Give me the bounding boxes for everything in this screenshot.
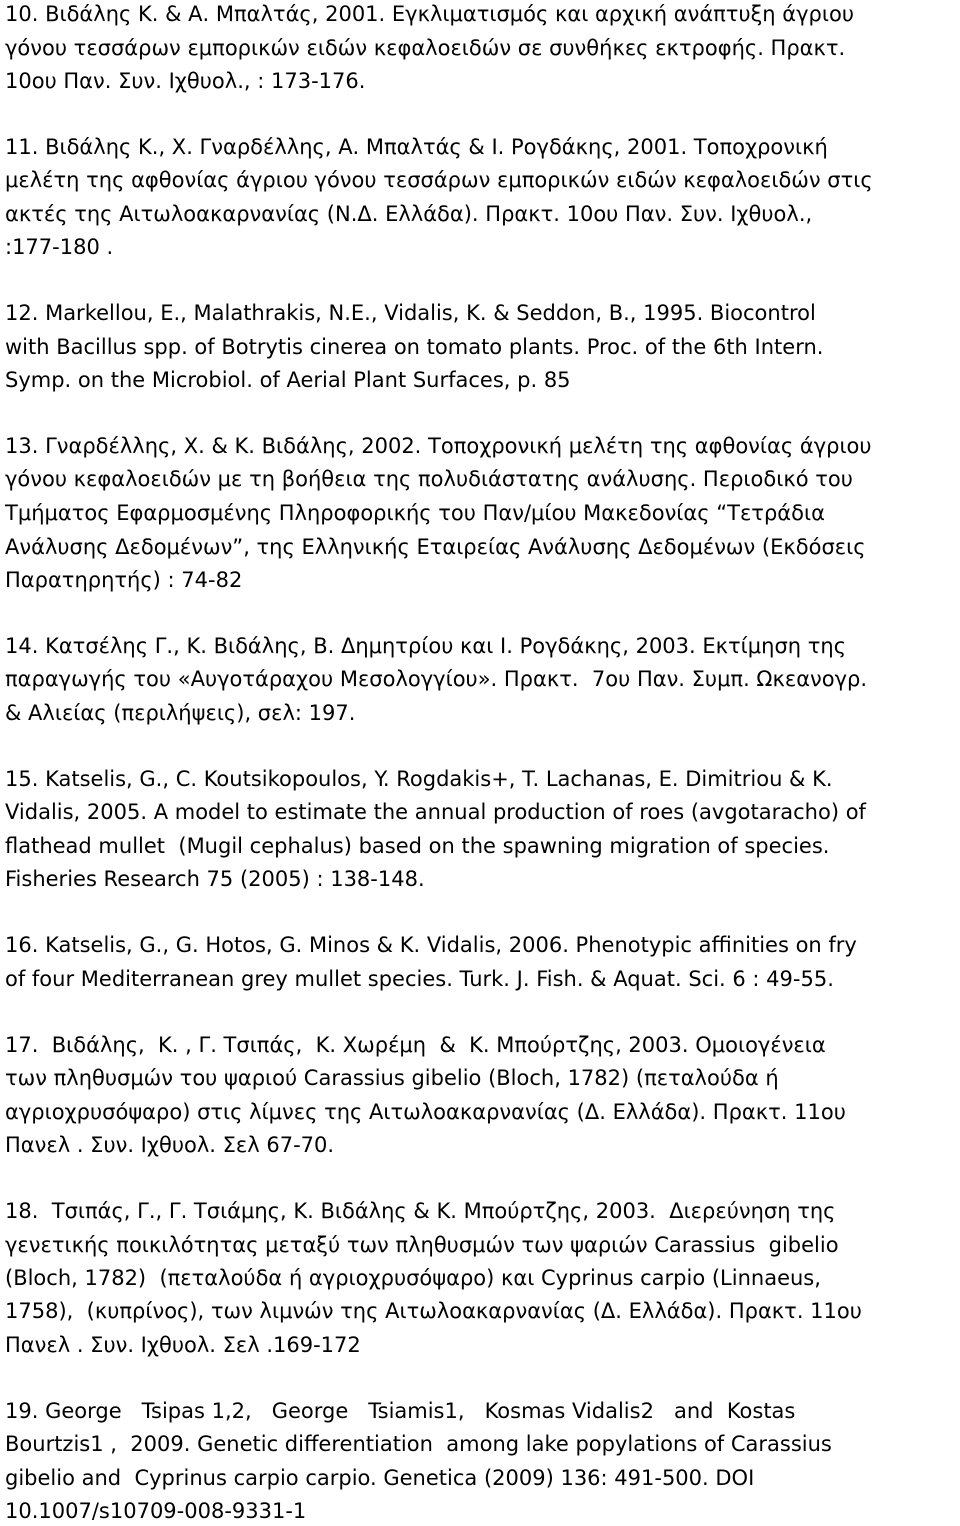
reference-line: Ανάλυσης Δεδομένων”, της Ελληνικής Εταιρείας Ανάλυσης Δεδομένων (Εκδόσεις: [5, 535, 866, 559]
reference-line: ακτές της Αιτωλοακαρνανίας (Ν.Δ. Ελλάδα). Πρακτ. 10ου Παν. Συν. Ιχθυολ.,: [5, 202, 813, 226]
reference-line: with Bacillus spp. of Botrytis cinerea on tomato plants. Proc. of the 6th Intern.: [5, 335, 824, 359]
reference-line: 10ου Παν. Συν. Ιχθυολ., : 173-176.: [5, 69, 366, 93]
reference-line: των πληθυσμών του ψαριού Carassius gibelio (Bloch, 1782) (πεταλούδα ή: [5, 1066, 779, 1090]
reference-line: 13. Γναρδέλλης, Χ. & Κ. Βιδάλης, 2002. Τοποχρονική μελέτη της αφθονίας άγριου: [5, 434, 872, 458]
reference-line: 11. Βιδάλης Κ., Χ. Γναρδέλλης, Α. Μπαλτάς & Ι. Ρογδάκης, 2001. Τοποχρονική: [5, 135, 828, 159]
reference-line: :177-180 .: [5, 235, 114, 259]
reference-line: Τμήματος Εφαρμοσμένης Πληροφορικής του Παν/μίου Μακεδονίας “Τετράδια: [5, 501, 825, 525]
reference-line: Πανελ . Συν. Ιχθυολ. Σελ 67-70.: [5, 1133, 335, 1157]
reference-line: 10. Βιδάλης Κ. & Α. Μπαλτάς, 2001. Εγκλιματισμός και αρχική ανάπτυξη άγριου: [5, 2, 854, 26]
reference-line: μελέτη της αφθονίας άγριου γόνου τεσσάρων εμπορικών ειδών κεφαλοειδών στις: [5, 168, 873, 192]
reference-line: 16. Katselis, G., G. Hotos, G. Minos & K. Vidalis, 2006. Phenotypic affinities on fry: [5, 933, 857, 957]
reference-line: gibelio and Cyprinus carpio carpio. Genetica (2009) 136: 491-500. DOI: [5, 1466, 755, 1490]
reference-line: 15. Katselis, G., C. Koutsikopoulos, Y. Rogdakis+, T. Lachanas, E. Dimitriou & K.: [5, 767, 833, 791]
reference-line: αγριοχρυσόψαρο) στις λίμνες της Αιτωλοακαρνανίας (Δ. Ελλάδα). Πρακτ. 11ου: [5, 1100, 846, 1124]
reference-line: 18. Τσιπάς, Γ., Γ. Τσιάμης, Κ. Βιδάλης & Κ. Μπούρτζης, 2003. Διερεύνηση της: [5, 1199, 836, 1223]
reference-line: 1758), (κυπρίνος), των λιμνών της Αιτωλοακαρνανίας (Δ. Ελλάδα). Πρακτ. 11ου: [5, 1299, 862, 1323]
reference-line: παραγωγής του «Αυγοτάραχου Μεσολογγίου». Πρακτ. 7ου Παν. Συμπ. Ωκεανογρ.: [5, 667, 868, 691]
reference-line: 19. George Tsipas 1,2, George Tsiamis1, Kosmas Vidalis2 and Kostas: [5, 1399, 796, 1423]
reference-line: Bourtzis1 , 2009. Genetic differentiation among lake popylations of Carassius: [5, 1432, 832, 1456]
reference-line: γενετικής ποικιλότητας μεταξύ των πληθυσμών των ψαριών Carassius gibelio: [5, 1233, 839, 1257]
reference-line: γόνου τεσσάρων εμπορικών ειδών κεφαλοειδών σε συνθήκες εκτροφής. Πρακτ.: [5, 36, 846, 60]
reference-line: flathead mullet (Mugil cephalus) based on the spawning migration of species.: [5, 834, 830, 858]
reference-line: Πανελ . Συν. Ιχθυολ. Σελ .169-172: [5, 1333, 361, 1357]
reference-line: of four Mediterranean grey mullet species. Turk. J. Fish. & Aquat. Sci. 6 : 49-55.: [5, 967, 834, 991]
reference-line: Vidalis, 2005. A model to estimate the annual production of roes (avgotaracho) of: [5, 800, 866, 824]
reference-line: 12. Markellou, E., Malathrakis, N.E., Vidalis, K. & Seddon, B., 1995. Biocontrol: [5, 301, 816, 325]
reference-line: 10.1007/s10709-008-9331-1: [5, 1499, 307, 1523]
reference-line: Symp. on the Microbiol. of Aerial Plant Surfaces, p. 85: [5, 368, 571, 392]
reference-line: Παρατηρητής) : 74-82: [5, 568, 243, 592]
reference-line: (Bloch, 1782) (πεταλούδα ή αγριοχρυσόψαρο) και Cyprinus carpio (Linnaeus,: [5, 1266, 821, 1290]
reference-line: & Αλιείας (περιλήψεις), σελ: 197.: [5, 701, 356, 725]
reference-line: γόνου κεφαλοειδών με τη βοήθεια της πολυδιάστατης ανάλυσης. Περιοδικό του: [5, 467, 853, 491]
reference-line: Fisheries Research 75 (2005) : 138-148.: [5, 867, 425, 891]
reference-line: 17. Βιδάλης, Κ. , Γ. Τσιπάς, Κ. Χωρέμη & Κ. Μπούρτζης, 2003. Ομοιογένεια: [5, 1033, 826, 1057]
reference-line: 14. Κατσέλης Γ., Κ. Βιδάλης, Β. Δημητρίου και Ι. Ρογδάκης, 2003. Εκτίμηση της: [5, 634, 847, 658]
